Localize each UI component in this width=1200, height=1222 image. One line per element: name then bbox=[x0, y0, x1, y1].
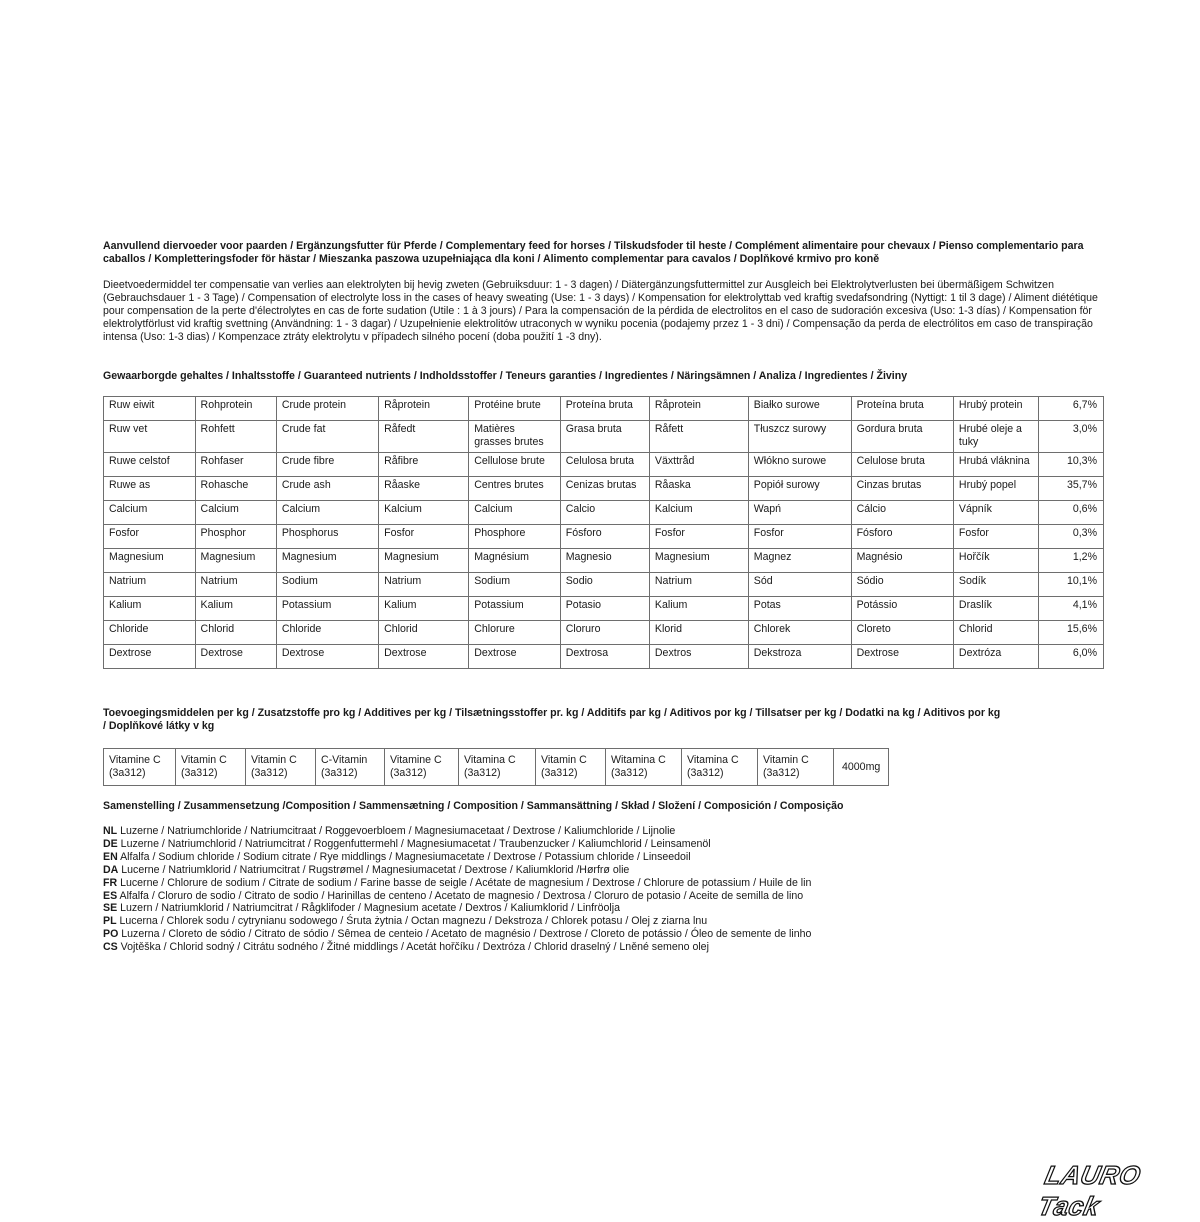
nutrient-name: Dextróza bbox=[953, 645, 1038, 669]
nutrient-name: Sodík bbox=[953, 573, 1038, 597]
nutrient-name: Dextrosa bbox=[560, 645, 649, 669]
composition-line bbox=[103, 877, 1093, 890]
nutrient-name: Chlorure bbox=[469, 621, 561, 645]
nutrient-percentage: 15,6% bbox=[1039, 621, 1104, 645]
nutrient-name: Fosfor bbox=[953, 525, 1038, 549]
nutrient-name: Dextros bbox=[649, 645, 748, 669]
nutrient-row bbox=[104, 621, 1104, 645]
additive-amount: 4000mg bbox=[834, 749, 889, 786]
additive-code: (3a312) bbox=[181, 767, 218, 779]
nutrient-name: Rohfett bbox=[195, 421, 276, 453]
nutrient-name: Ruw vet bbox=[104, 421, 196, 453]
composition-line bbox=[103, 825, 1093, 838]
nutrient-name: Fosfor bbox=[649, 525, 748, 549]
nutrient-percentage: 10,1% bbox=[1039, 573, 1104, 597]
nutrient-name: Fósforo bbox=[560, 525, 649, 549]
nutrient-name: Natrium bbox=[104, 573, 196, 597]
nutrient-name: Sódio bbox=[851, 573, 953, 597]
nutrient-name: Celulosa bruta bbox=[560, 453, 649, 477]
nutrient-row bbox=[104, 549, 1104, 573]
nutrient-name: Kalium bbox=[104, 597, 196, 621]
nutrient-name: Chlorid bbox=[953, 621, 1038, 645]
composition-line bbox=[103, 838, 1093, 851]
additive-name: Witamina C bbox=[611, 754, 666, 766]
nutrient-name: Calcium bbox=[276, 501, 378, 525]
composition-text: Lucerne / Chlorure de sodium / Citrate de sodium / Farine basse de seigle / Acétate de magnesium / Dextrose / Chlorure de potassium / Huile de lin bbox=[120, 876, 812, 889]
nutrient-name: Cellulose brute bbox=[469, 453, 561, 477]
composition-heading: Samenstelling / Zusammensetzung /Composition / Sammensætning / Composition / Sammansättning / Skład / Složení / Composición / Composição bbox=[103, 800, 844, 812]
nutrient-row bbox=[104, 645, 1104, 669]
additives-heading: Toevoegingsmiddelen per kg / Zusatzstoffe pro kg / Additives per kg / Tilsætningsstoffer pr. kg / Additifs par kg / Aditivos por kg / Tillsatser per kg / Dodatki na kg / Aditivos por kg / Doplňkové látky v kg bbox=[103, 707, 1001, 732]
nutrient-name: Natrium bbox=[649, 573, 748, 597]
nutrient-name: Cenizas brutas bbox=[560, 477, 649, 501]
nutrient-percentage: 10,3% bbox=[1039, 453, 1104, 477]
nutrient-name: Magnesium bbox=[104, 549, 196, 573]
nutrient-name: Dextrose bbox=[195, 645, 276, 669]
nutrient-name: Hrubý protein bbox=[953, 397, 1038, 421]
nutrient-name: Matières grasses brutes bbox=[469, 421, 561, 453]
additive-name: Vitamin C bbox=[251, 754, 297, 766]
nutrient-name: Calcium bbox=[104, 501, 196, 525]
nutrient-name: Proteína bruta bbox=[851, 397, 953, 421]
additive-cell bbox=[104, 749, 176, 786]
composition-text: Alfalfa / Cloruro de sodio / Citrato de sodio / Harinillas de centeno / Acetato de magnesio / Dextrosa / Cloruro de potasio / Aceite de semilla de lino bbox=[119, 889, 804, 902]
composition-list bbox=[103, 825, 1093, 954]
nutrient-name: Potassium bbox=[469, 597, 561, 621]
additive-cell bbox=[682, 749, 758, 786]
nutrient-name: Calcio bbox=[560, 501, 649, 525]
nutrient-name: Crude fat bbox=[276, 421, 378, 453]
nutrient-name: Kalium bbox=[649, 597, 748, 621]
composition-text: Luzerne / Natriumchloride / Natriumcitraat / Roggevoerbloem / Magnesiumacetaat / Dextrose / Kaliumchloride / Lijnolie bbox=[120, 825, 676, 837]
nutrient-name: Råfett bbox=[649, 421, 748, 453]
nutrient-name: Hrubý popel bbox=[953, 477, 1038, 501]
nutrient-name: Ruwe as bbox=[104, 477, 196, 501]
additive-name: Vitamine C bbox=[390, 754, 442, 766]
nutrient-name: Hrubá vláknina bbox=[953, 453, 1038, 477]
nutrient-name: Draslík bbox=[953, 597, 1038, 621]
composition-text: Luzern / Natriumklorid / Natriumcitrat / Rågklifoder / Magnesium acetate / Dextros / Kaliumklorid / Linfröolja bbox=[120, 902, 620, 915]
nutrient-name: Cinzas brutas bbox=[851, 477, 953, 501]
language-code: PO bbox=[103, 928, 119, 941]
additives-table bbox=[103, 748, 889, 786]
nutrient-name: Klorid bbox=[649, 621, 748, 645]
language-code: DE bbox=[103, 837, 118, 850]
nutrient-name: Protéine brute bbox=[469, 397, 561, 421]
nutrient-name: Kalcium bbox=[379, 501, 469, 525]
additive-cell bbox=[385, 749, 459, 786]
nutrient-name: Grasa bruta bbox=[560, 421, 649, 453]
nutrient-row bbox=[104, 597, 1104, 621]
composition-line bbox=[103, 915, 1093, 928]
nutrient-name: Magnésium bbox=[469, 549, 561, 573]
language-code: CS bbox=[103, 941, 118, 954]
additive-cell bbox=[758, 749, 834, 786]
additive-name: C-Vitamin bbox=[321, 754, 368, 766]
nutrient-name: Magnesio bbox=[560, 549, 649, 573]
nutrient-percentage: 3,0% bbox=[1039, 421, 1104, 453]
nutrient-name: Magnesium bbox=[195, 549, 276, 573]
nutrient-name: Phosphor bbox=[195, 525, 276, 549]
nutrient-name: Råprotein bbox=[379, 397, 469, 421]
nutrient-name: Chlorid bbox=[195, 621, 276, 645]
nutrient-name: Calcium bbox=[469, 501, 561, 525]
nutrient-row bbox=[104, 453, 1104, 477]
additive-name: Vitamin C bbox=[181, 754, 227, 766]
additive-name: Vitamin C bbox=[763, 754, 809, 766]
nutrient-name: Dextrose bbox=[851, 645, 953, 669]
nutrient-name: Cloruro bbox=[560, 621, 649, 645]
composition-text: Vojtěška / Chlorid sodný / Citrátu sodného / Žitné middlings / Acetát hořčíku / Dextróza / Chlorid draselný / Lněné semeno olej bbox=[120, 941, 709, 954]
composition-line bbox=[103, 864, 1093, 877]
composition-line bbox=[103, 928, 1093, 941]
nutrient-name: Phosphore bbox=[469, 525, 561, 549]
nutrient-name: Sodium bbox=[276, 573, 378, 597]
nutrient-name: Ruwe celstof bbox=[104, 453, 196, 477]
additive-cell bbox=[606, 749, 682, 786]
nutrient-percentage: 4,1% bbox=[1039, 597, 1104, 621]
additive-cell bbox=[459, 749, 536, 786]
nutrient-name: Magnesium bbox=[276, 549, 378, 573]
nutrient-percentage: 6,0% bbox=[1039, 645, 1104, 669]
nutrient-name: Magnez bbox=[748, 549, 851, 573]
language-code: DA bbox=[103, 863, 119, 876]
nutrient-name: Vápník bbox=[953, 501, 1038, 525]
nutrient-row bbox=[104, 573, 1104, 597]
nutrient-percentage: 6,7% bbox=[1039, 397, 1104, 421]
nutrient-name: Natrium bbox=[379, 573, 469, 597]
nutrient-row bbox=[104, 397, 1104, 421]
nutrient-name: Phosphorus bbox=[276, 525, 378, 549]
nutrient-row bbox=[104, 477, 1104, 501]
nutrient-name: Kalium bbox=[195, 597, 276, 621]
nutrient-name: Calcium bbox=[195, 501, 276, 525]
additive-cell bbox=[246, 749, 316, 786]
nutrient-name: Magnesium bbox=[649, 549, 748, 573]
nutrient-name: Wapń bbox=[748, 501, 851, 525]
additive-cell bbox=[536, 749, 606, 786]
nutrient-name: Magnesium bbox=[379, 549, 469, 573]
nutrient-name: Magnésio bbox=[851, 549, 953, 573]
additive-code: (3a312) bbox=[763, 767, 800, 779]
nutrient-name: Crude ash bbox=[276, 477, 378, 501]
nutrients-table bbox=[103, 396, 1104, 669]
nutrient-name: Celulose bruta bbox=[851, 453, 953, 477]
nutrient-name: Sodio bbox=[560, 573, 649, 597]
product-title: Aanvullend diervoeder voor paarden / Ergänzungsfutter für Pferde / Complementary feed for horses / Tilskudsfoder til heste / Complément alimentaire pour chevaux / Pienso complementario para caballos / Kompletteringsfoder för hästar / Mieszanka paszowa uzupełniająca dla koni / Alimento complementar para cavalos / Doplňkové krmivo pro koně bbox=[103, 240, 1084, 265]
additive-cell bbox=[176, 749, 246, 786]
nutrient-name: Tłuszcz surowy bbox=[748, 421, 851, 453]
nutrient-name: Chlorek bbox=[748, 621, 851, 645]
additive-code: (3a312) bbox=[464, 767, 501, 779]
nutrient-percentage: 0,6% bbox=[1039, 501, 1104, 525]
language-code: FR bbox=[103, 876, 118, 889]
language-code: ES bbox=[103, 889, 118, 902]
nutrient-name: Dextrose bbox=[379, 645, 469, 669]
additive-cell bbox=[316, 749, 385, 786]
nutrient-name: Kalcium bbox=[649, 501, 748, 525]
nutrient-name: Sodium bbox=[469, 573, 561, 597]
nutrient-name: Rohfaser bbox=[195, 453, 276, 477]
nutrient-name: Chloride bbox=[276, 621, 378, 645]
nutrient-name: Kalium bbox=[379, 597, 469, 621]
additive-name: Vitamine C bbox=[109, 754, 161, 766]
language-code: NL bbox=[103, 825, 118, 837]
additive-code: (3a312) bbox=[321, 767, 358, 779]
brand-logo: LAURO Tack bbox=[1035, 1160, 1144, 1221]
nutrient-name: Crude fibre bbox=[276, 453, 378, 477]
language-code: EN bbox=[103, 850, 118, 863]
nutrient-name: Centres brutes bbox=[469, 477, 561, 501]
nutrient-name: Fosfor bbox=[379, 525, 469, 549]
additive-code: (3a312) bbox=[541, 767, 578, 779]
nutrient-name: Råaske bbox=[379, 477, 469, 501]
composition-text: Luzerna / Cloreto de sódio / Citrato de sódio / Sêmea de centeio / Acetato de magnésio / Dextrose / Cloreto de potássio / Óleo de semente de linho bbox=[121, 928, 812, 941]
additive-code: (3a312) bbox=[251, 767, 288, 779]
nutrient-name: Crude protein bbox=[276, 397, 378, 421]
nutrient-name: Cálcio bbox=[851, 501, 953, 525]
nutrient-name: Dextrose bbox=[104, 645, 196, 669]
language-code: SE bbox=[103, 902, 118, 915]
nutrient-name: Sód bbox=[748, 573, 851, 597]
nutrient-name: Proteína bruta bbox=[560, 397, 649, 421]
nutrient-name: Cloreto bbox=[851, 621, 953, 645]
nutrient-percentage: 35,7% bbox=[1039, 477, 1104, 501]
nutrient-row bbox=[104, 525, 1104, 549]
nutrient-name: Rohprotein bbox=[195, 397, 276, 421]
nutrient-name: Białko surowe bbox=[748, 397, 851, 421]
nutrient-name: Fósforo bbox=[851, 525, 953, 549]
composition-text: Alfalfa / Sodium chloride / Sodium citrate / Rye middlings / Magnesiumacetate / Dextrose / Potassium chloride / Linseedoil bbox=[120, 850, 691, 863]
additive-code: (3a312) bbox=[390, 767, 427, 779]
nutrient-name: Hořčík bbox=[953, 549, 1038, 573]
nutrient-row bbox=[104, 501, 1104, 525]
nutrient-name: Hrubé oleje a tuky bbox=[953, 421, 1038, 453]
additive-name: Vitamin C bbox=[541, 754, 587, 766]
composition-line bbox=[103, 902, 1093, 915]
additive-name: Vitamina C bbox=[464, 754, 516, 766]
nutrient-name: Chlorid bbox=[379, 621, 469, 645]
composition-text: Lucerna / Chlorek sodu / cytrynianu sodowego / Śruta żytnia / Octan magnezu / Dekstroza / Chlorek potasu / Olej z ziarna lnu bbox=[119, 915, 708, 928]
nutrient-name: Rohasche bbox=[195, 477, 276, 501]
nutrient-name: Råaska bbox=[649, 477, 748, 501]
additive-code: (3a312) bbox=[109, 767, 146, 779]
product-description: Dieetvoedermiddel ter compensatie van verlies aan elektrolyten bij hevig zweten (Gebruiksduur: 1 - 3 dagen) / Diätergänzungsfuttermittel zur Ausgleich bei Elektrolytverlusten bei übermäßigem Schwitzen (Gebrauchsdauer 1 - 3 Tage) / Compensation of electrolyte loss in the cases of heavy sweating (Use: 1 - 3 days) / Kompensation for elektrolyttab ved kraftig svedafsondring (Nyttigt: 1 til 3 dage) / Aliment diététique pour compensation de la perte d'électrolytes en cas de forte sudation (Utile : 1 à 3 jours) / Para la compensación de la pérdida de electrolitos en el caso de sudoración excesiva (Uso: 1-3 días) / Kompensation för elektrolytförlust vid kraftig svettning (Användning: 1 - 3 dagar) / Uzupełnienie elektrolitów utraconych w wyniku pocenia (podajemy przez 1 - 3 dni) / Compensação da perda de electrólitos em caso de transpiração intensa (Uso: 1-3 dias) / Kompenzace ztráty elektrolytu v případech silného pocení (doba použití 1 -3 dny). bbox=[103, 279, 1098, 343]
composition-text: Lucerne / Natriumklorid / Natriumcitrat / Rugstrømel / Magnesiumacetat / Dextrose / Kaliumklorid /Hørfrø olie bbox=[121, 863, 630, 876]
nutrient-name: Chloride bbox=[104, 621, 196, 645]
composition-line bbox=[103, 941, 1093, 954]
nutrient-name: Gordura bruta bbox=[851, 421, 953, 453]
additive-name: Vitamina C bbox=[687, 754, 739, 766]
additive-code: (3a312) bbox=[687, 767, 724, 779]
nutrient-name: Potas bbox=[748, 597, 851, 621]
nutrient-name: Dextrose bbox=[469, 645, 561, 669]
nutrient-name: Potasio bbox=[560, 597, 649, 621]
nutrient-name: Råprotein bbox=[649, 397, 748, 421]
nutrient-name: Natrium bbox=[195, 573, 276, 597]
nutrient-name: Fosfor bbox=[104, 525, 196, 549]
nutrient-name: Råfedt bbox=[379, 421, 469, 453]
language-code: PL bbox=[103, 915, 117, 928]
nutrient-name: Ruw eiwit bbox=[104, 397, 196, 421]
nutrient-name: Potássio bbox=[851, 597, 953, 621]
nutrient-name: Włókno surowe bbox=[748, 453, 851, 477]
composition-line bbox=[103, 851, 1093, 864]
nutrient-name: Dekstroza bbox=[748, 645, 851, 669]
nutrient-name: Växttråd bbox=[649, 453, 748, 477]
nutrients-heading: Gewaarborgde gehaltes / Inhaltsstoffe / Guaranteed nutrients / Indholdsstoffer / Teneurs garanties / Ingredientes / Näringsämnen / Analiza / Ingredientes / Živiny bbox=[103, 370, 908, 382]
additive-code: (3a312) bbox=[611, 767, 648, 779]
nutrient-name: Potassium bbox=[276, 597, 378, 621]
nutrient-name: Råfibre bbox=[379, 453, 469, 477]
nutrient-percentage: 0,3% bbox=[1039, 525, 1104, 549]
nutrient-row bbox=[104, 421, 1104, 453]
nutrient-name: Dextrose bbox=[276, 645, 378, 669]
nutrient-percentage: 1,2% bbox=[1039, 549, 1104, 573]
composition-line bbox=[103, 890, 1093, 903]
nutrient-name: Popiół surowy bbox=[748, 477, 851, 501]
nutrient-name: Fosfor bbox=[748, 525, 851, 549]
composition-text: Luzerne / Natriumchlorid / Natriumcitrat / Roggenfuttermehl / Magnesiumacetat / Traubenzucker / Kaliumchlorid / Leinsamenöl bbox=[120, 837, 711, 850]
